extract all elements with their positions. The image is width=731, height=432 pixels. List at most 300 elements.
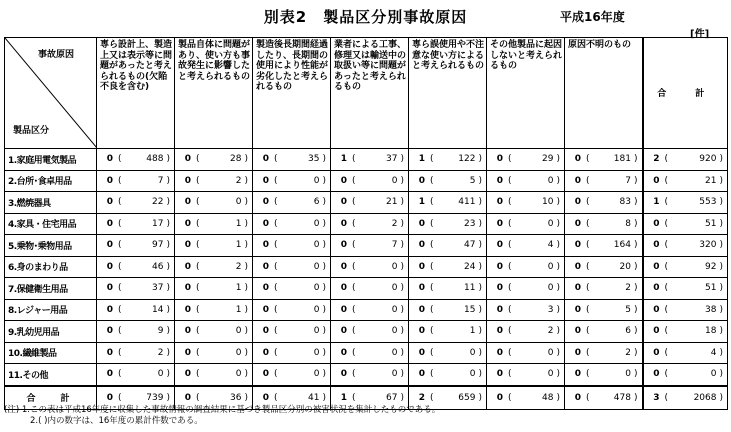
cumulative-value: 23 — [464, 218, 476, 229]
fiscal-count: 0 — [496, 304, 503, 315]
fiscal-count: 0 — [184, 218, 191, 229]
cumulative-value: 0 — [235, 369, 242, 380]
fiscal-count: 0 — [262, 175, 269, 186]
cumulative-count: ( 0 ) — [508, 261, 560, 272]
cumulative-value: 0 — [313, 283, 320, 294]
cumulative-count: ( 411 ) — [430, 197, 482, 208]
fiscal-count: 0 — [418, 261, 425, 272]
column-header: 製品自体に問題があり、使い方も事故発生に影響したと考えられるもの — [175, 38, 253, 149]
cumulative-value: 6 — [625, 326, 631, 337]
data-cell — [409, 364, 487, 386]
fiscal-count: 0 — [184, 347, 191, 358]
cumulative-value: 51 — [705, 218, 717, 229]
cumulative-count: ( 1 ) — [430, 326, 482, 337]
cumulative-count: ( 0 ) — [352, 326, 404, 337]
cumulative-value: 2 — [625, 283, 631, 294]
cumulative-count: ( 2 ) — [508, 326, 560, 337]
fiscal-count: 0 — [653, 369, 660, 380]
data-cell — [643, 321, 728, 343]
data-cell — [643, 364, 728, 386]
cumulative-count: ( 6 ) — [586, 326, 638, 337]
cumulative-value: 0 — [313, 326, 320, 337]
cumulative-count: ( 37 ) — [118, 283, 170, 294]
cumulative-count: ( 37 ) — [352, 154, 404, 165]
fiscal-count: 0 — [262, 197, 269, 208]
data-cell — [487, 321, 565, 343]
cumulative-count: ( 0 ) — [508, 283, 560, 294]
cumulative-count: ( 553 ) — [664, 197, 723, 208]
fiscal-count: 0 — [106, 347, 113, 358]
cumulative-count: ( 67 ) — [352, 392, 404, 403]
data-cell — [565, 386, 643, 410]
fiscal-count: 0 — [418, 369, 425, 380]
cumulative-value: 659 — [458, 392, 476, 403]
cumulative-value: 7 — [625, 175, 631, 186]
cumulative-count: ( 2 ) — [586, 347, 638, 358]
corner-top-label: 事故原因 — [37, 50, 74, 60]
cumulative-value: 7 — [391, 240, 398, 251]
data-cell — [643, 213, 728, 235]
cumulative-value: 0 — [469, 347, 476, 358]
corner-cell — [5, 38, 97, 149]
cumulative-value: 0 — [235, 197, 242, 208]
cumulative-count: ( 5 ) — [586, 304, 638, 315]
fiscal-count: 0 — [496, 175, 503, 186]
cumulative-count: ( 0 ) — [274, 304, 326, 315]
row-label: 5.乗物･乗物用品 — [5, 235, 97, 257]
cumulative-count: ( 4 ) — [508, 240, 560, 251]
table-row — [5, 149, 728, 171]
fiscal-count: 0 — [496, 197, 503, 208]
cumulative-count: ( 0 ) — [196, 347, 248, 358]
fiscal-count: 0 — [340, 240, 347, 251]
cumulative-count: ( 920 ) — [664, 154, 723, 165]
fiscal-count: 0 — [574, 304, 581, 315]
fiscal-count: 0 — [653, 175, 660, 186]
cumulative-value: 0 — [313, 304, 320, 315]
cumulative-value: 1 — [469, 326, 476, 337]
cumulative-value: 0 — [235, 326, 242, 337]
cumulative-count: ( 24 ) — [430, 261, 482, 272]
cumulative-count: ( 0 ) — [352, 347, 404, 358]
fiscal-count: 0 — [574, 175, 581, 186]
fiscal-count: 0 — [106, 154, 113, 165]
fiscal-count: 0 — [106, 218, 113, 229]
data-cell — [565, 342, 643, 364]
data-cell — [175, 299, 253, 321]
column-header: 業者による工事、修理又は輸送中の取扱い等に問題があったと考えられるもの — [331, 38, 409, 149]
data-cell — [331, 192, 409, 214]
cumulative-value: 2 — [547, 326, 554, 337]
cumulative-value: 35 — [308, 154, 320, 165]
fiscal-count: 0 — [106, 304, 113, 315]
data-cell — [97, 342, 175, 364]
cumulative-value: 920 — [699, 154, 717, 165]
data-cell — [97, 256, 175, 278]
cumulative-value: 488 — [146, 154, 164, 165]
fiscal-count: 1 — [653, 197, 660, 208]
fiscal-count: 0 — [418, 326, 425, 337]
cumulative-value: 2068 — [693, 392, 717, 403]
cumulative-count: ( 35 ) — [274, 154, 326, 165]
fiscal-count: 0 — [574, 197, 581, 208]
cumulative-value: 0 — [391, 283, 398, 294]
data-cell — [487, 256, 565, 278]
cumulative-value: 1 — [235, 304, 242, 315]
cumulative-count: ( 0 ) — [508, 347, 560, 358]
data-cell — [97, 192, 175, 214]
data-cell — [253, 299, 331, 321]
cumulative-value: 24 — [464, 261, 476, 272]
cumulative-value: 2 — [391, 218, 398, 229]
column-header: その他製品に起因しないと考えられるもの — [487, 38, 565, 149]
data-cell — [331, 256, 409, 278]
cumulative-count: ( 36 ) — [196, 392, 248, 403]
data-cell — [565, 149, 643, 171]
cumulative-count: ( 29 ) — [508, 154, 560, 165]
fiscal-count: 0 — [184, 240, 191, 251]
cumulative-value: 0 — [313, 261, 320, 272]
data-cell — [487, 299, 565, 321]
cumulative-value: 0 — [547, 369, 554, 380]
cumulative-value: 2 — [235, 261, 242, 272]
cumulative-value: 28 — [230, 154, 242, 165]
data-cell — [97, 149, 175, 171]
data-cell — [253, 170, 331, 192]
data-cell — [175, 342, 253, 364]
cumulative-value: 0 — [391, 304, 398, 315]
fiscal-count: 0 — [496, 154, 503, 165]
fiscal-count: 0 — [106, 283, 113, 294]
fiscal-count: 1 — [418, 154, 425, 165]
fiscal-count: 0 — [574, 392, 581, 403]
fiscal-count: 0 — [653, 240, 660, 251]
fiscal-count: 0 — [262, 369, 269, 380]
fiscal-count: 0 — [106, 175, 113, 186]
cumulative-count: ( 14 ) — [118, 304, 170, 315]
cumulative-count: ( 0 ) — [352, 283, 404, 294]
data-cell — [409, 149, 487, 171]
cumulative-count: ( 122 ) — [430, 154, 482, 165]
cumulative-count: ( 2 ) — [352, 218, 404, 229]
cumulative-count: ( 0 ) — [508, 218, 560, 229]
cumulative-count: ( 0 ) — [196, 369, 248, 380]
cumulative-value: 5 — [625, 304, 631, 315]
data-cell — [253, 321, 331, 343]
accident-cause-table — [4, 37, 728, 410]
row-label: 合 計 — [5, 386, 97, 410]
cumulative-value: 38 — [705, 304, 717, 315]
cumulative-value: 17 — [152, 218, 164, 229]
fiscal-count: 0 — [262, 240, 269, 251]
data-cell — [643, 235, 728, 257]
data-cell — [97, 170, 175, 192]
cumulative-value: 5 — [469, 175, 476, 186]
header-row — [5, 38, 728, 149]
cumulative-value: 51 — [705, 283, 717, 294]
fiscal-count: 0 — [496, 283, 503, 294]
fiscal-count: 0 — [262, 326, 269, 337]
fiscal-count: 0 — [418, 347, 425, 358]
cumulative-value: 0 — [391, 369, 398, 380]
fiscal-count: 0 — [496, 369, 503, 380]
cumulative-value: 0 — [157, 369, 164, 380]
data-cell — [97, 299, 175, 321]
cumulative-count: ( 92 ) — [664, 261, 723, 272]
cumulative-count: ( 0 ) — [274, 326, 326, 337]
row-label: 3.燃焼器具 — [5, 192, 97, 214]
cumulative-count: ( 0 ) — [274, 218, 326, 229]
data-cell — [331, 342, 409, 364]
fiscal-count: 1 — [418, 197, 425, 208]
fiscal-count: 0 — [496, 392, 503, 403]
fiscal-count: 0 — [106, 261, 113, 272]
cumulative-count: ( 2 ) — [586, 283, 638, 294]
fiscal-count: 0 — [496, 347, 503, 358]
cumulative-count: ( 0 ) — [274, 283, 326, 294]
cumulative-count: ( 10 ) — [508, 197, 560, 208]
cumulative-value: 29 — [542, 154, 554, 165]
cumulative-count: ( 83 ) — [586, 197, 638, 208]
cumulative-count: ( 6 ) — [274, 197, 326, 208]
table-row — [5, 213, 728, 235]
data-cell — [643, 170, 728, 192]
cumulative-count: ( 48 ) — [508, 392, 560, 403]
column-header: 専ら誤使用や不注意な使い方によると考えられるもの — [409, 38, 487, 149]
cumulative-count: ( 0 ) — [586, 369, 638, 380]
data-cell — [97, 364, 175, 386]
data-cell — [487, 192, 565, 214]
data-cell — [409, 299, 487, 321]
cumulative-value: 320 — [699, 240, 717, 251]
cumulative-count: ( 4 ) — [664, 347, 723, 358]
footnote: 2.( )内の数字は、16年度の累計件数である。 — [30, 416, 203, 426]
cumulative-value: 164 — [613, 240, 631, 251]
fiscal-count: 0 — [262, 261, 269, 272]
cumulative-value: 553 — [699, 197, 717, 208]
data-cell — [331, 299, 409, 321]
row-label: 10.繊維製品 — [5, 342, 97, 364]
data-cell — [487, 278, 565, 300]
data-cell — [409, 256, 487, 278]
cumulative-value: 46 — [152, 261, 164, 272]
fiscal-count: 0 — [653, 283, 660, 294]
cumulative-count: ( 1 ) — [196, 240, 248, 251]
row-label: 7.保健衛生用品 — [5, 278, 97, 300]
cumulative-value: 15 — [464, 304, 476, 315]
cumulative-count: ( 38 ) — [664, 304, 723, 315]
cumulative-count: ( 17 ) — [118, 218, 170, 229]
data-cell — [565, 278, 643, 300]
cumulative-count: ( 0 ) — [274, 347, 326, 358]
fiscal-count: 0 — [184, 283, 191, 294]
fiscal-count: 0 — [653, 347, 660, 358]
cumulative-value: 0 — [469, 369, 476, 380]
cumulative-count: ( 41 ) — [274, 392, 326, 403]
cumulative-count: ( 47 ) — [430, 240, 482, 251]
fiscal-count: 0 — [496, 240, 503, 251]
cumulative-count: ( 15 ) — [430, 304, 482, 315]
cumulative-value: 4 — [710, 347, 717, 358]
cumulative-count: ( 0 ) — [352, 175, 404, 186]
data-cell — [409, 170, 487, 192]
cumulative-count: ( 2 ) — [118, 347, 170, 358]
data-cell — [565, 235, 643, 257]
row-label: 4.家具・住宅用品 — [5, 213, 97, 235]
cumulative-value: 48 — [542, 392, 554, 403]
data-cell — [487, 170, 565, 192]
cumulative-count: ( 1 ) — [196, 218, 248, 229]
data-cell — [643, 342, 728, 364]
data-cell — [331, 149, 409, 171]
data-cell — [253, 192, 331, 214]
fiscal-count: 0 — [262, 218, 269, 229]
cumulative-value: 0 — [235, 347, 242, 358]
fiscal-count: 0 — [340, 347, 347, 358]
cumulative-value: 20 — [619, 261, 631, 272]
fiscal-count: 0 — [653, 218, 660, 229]
footnotes — [4, 405, 440, 427]
cumulative-count: ( 1 ) — [196, 304, 248, 315]
data-cell — [409, 235, 487, 257]
fiscal-count: 0 — [340, 369, 347, 380]
fiscal-count: 0 — [574, 154, 581, 165]
cumulative-count: ( 181 ) — [586, 154, 638, 165]
cumulative-value: 37 — [152, 283, 164, 294]
cumulative-count: ( 0 ) — [664, 369, 723, 380]
fiscal-count: 0 — [574, 218, 581, 229]
table-row — [5, 278, 728, 300]
fiscal-count: 0 — [653, 261, 660, 272]
data-cell — [253, 235, 331, 257]
cumulative-count: ( 739 ) — [118, 392, 170, 403]
cumulative-count: ( 164 ) — [586, 240, 638, 251]
fiscal-count: 0 — [340, 304, 347, 315]
fiscal-count: 0 — [418, 304, 425, 315]
data-cell — [97, 235, 175, 257]
cumulative-value: 36 — [230, 392, 242, 403]
table-row — [5, 256, 728, 278]
fiscal-count: 1 — [340, 392, 347, 403]
row-label: 11.その他 — [5, 364, 97, 386]
cumulative-value: 0 — [710, 369, 717, 380]
data-cell — [643, 192, 728, 214]
data-cell — [97, 321, 175, 343]
cumulative-value: 0 — [547, 347, 554, 358]
fiscal-count: 0 — [496, 326, 503, 337]
cumulative-count: ( 11 ) — [430, 283, 482, 294]
row-label: 8.レジャー用品 — [5, 299, 97, 321]
data-cell — [253, 364, 331, 386]
fiscal-count: 0 — [574, 261, 581, 272]
cumulative-count: ( 7 ) — [586, 175, 638, 186]
table-row — [5, 170, 728, 192]
data-cell — [175, 192, 253, 214]
fiscal-count: 0 — [574, 240, 581, 251]
fiscal-count: 0 — [106, 240, 113, 251]
cumulative-count: ( 20 ) — [586, 261, 638, 272]
data-cell — [331, 278, 409, 300]
data-cell — [487, 235, 565, 257]
cumulative-value: 739 — [146, 392, 164, 403]
cumulative-count: ( 46 ) — [118, 261, 170, 272]
data-cell — [175, 321, 253, 343]
cumulative-value: 3 — [547, 304, 554, 315]
cumulative-count: ( 51 ) — [664, 283, 723, 294]
data-cell — [565, 364, 643, 386]
fiscal-count: 2 — [653, 154, 660, 165]
data-cell — [565, 170, 643, 192]
cumulative-count: ( 2068 ) — [664, 392, 723, 403]
data-cell — [175, 364, 253, 386]
cumulative-count: ( 0 ) — [352, 369, 404, 380]
cumulative-value: 0 — [625, 369, 631, 380]
cumulative-count: ( 0 ) — [352, 261, 404, 272]
data-cell — [409, 278, 487, 300]
cumulative-count: ( 18 ) — [664, 326, 723, 337]
cumulative-count: ( 0 ) — [118, 369, 170, 380]
cumulative-count: ( 21 ) — [664, 175, 723, 186]
cumulative-count: ( 0 ) — [508, 369, 560, 380]
column-header: 原因不明のもの — [565, 38, 643, 149]
unit-label: [件] — [690, 29, 710, 40]
fiscal-count: 3 — [653, 392, 660, 403]
cumulative-count: ( 3 ) — [508, 304, 560, 315]
cumulative-count: ( 659 ) — [430, 392, 482, 403]
cumulative-value: 21 — [705, 175, 717, 186]
fiscal-count: 0 — [106, 326, 113, 337]
data-cell — [175, 278, 253, 300]
data-cell — [175, 213, 253, 235]
data-cell — [409, 321, 487, 343]
fiscal-count: 0 — [418, 283, 425, 294]
cumulative-count: ( 320 ) — [664, 240, 723, 251]
fiscal-count: 0 — [262, 392, 269, 403]
cumulative-count: ( 0 ) — [196, 197, 248, 208]
data-cell — [253, 213, 331, 235]
data-cell — [253, 342, 331, 364]
data-cell — [331, 364, 409, 386]
data-cell — [409, 192, 487, 214]
cumulative-value: 478 — [613, 392, 631, 403]
cumulative-count: ( 478 ) — [586, 392, 638, 403]
cumulative-count: ( 2 ) — [196, 175, 248, 186]
fiscal-count: 0 — [262, 283, 269, 294]
fiscal-count: 0 — [184, 304, 191, 315]
data-cell — [175, 256, 253, 278]
table-row — [5, 192, 728, 214]
column-header: 専ら設計上、製造上又は表示等に問題があったと考えられるもの(欠陥不良を含む) — [97, 38, 175, 149]
cumulative-value: 37 — [386, 154, 398, 165]
table-row — [5, 364, 728, 386]
fiscal-count: 0 — [574, 347, 581, 358]
cumulative-value: 1 — [235, 240, 242, 251]
cumulative-value: 47 — [464, 240, 476, 251]
fiscal-count: 0 — [574, 369, 581, 380]
fiscal-count: 0 — [106, 392, 113, 403]
cumulative-count: ( 7 ) — [118, 175, 170, 186]
data-cell — [487, 149, 565, 171]
cumulative-value: 9 — [157, 326, 164, 337]
data-cell — [253, 149, 331, 171]
cumulative-count: ( 0 ) — [430, 369, 482, 380]
cumulative-value: 0 — [313, 175, 320, 186]
fiscal-count: 0 — [496, 218, 503, 229]
fiscal-count: 0 — [184, 369, 191, 380]
cumulative-value: 0 — [391, 261, 398, 272]
cumulative-value: 4 — [547, 240, 554, 251]
fiscal-count: 0 — [418, 175, 425, 186]
